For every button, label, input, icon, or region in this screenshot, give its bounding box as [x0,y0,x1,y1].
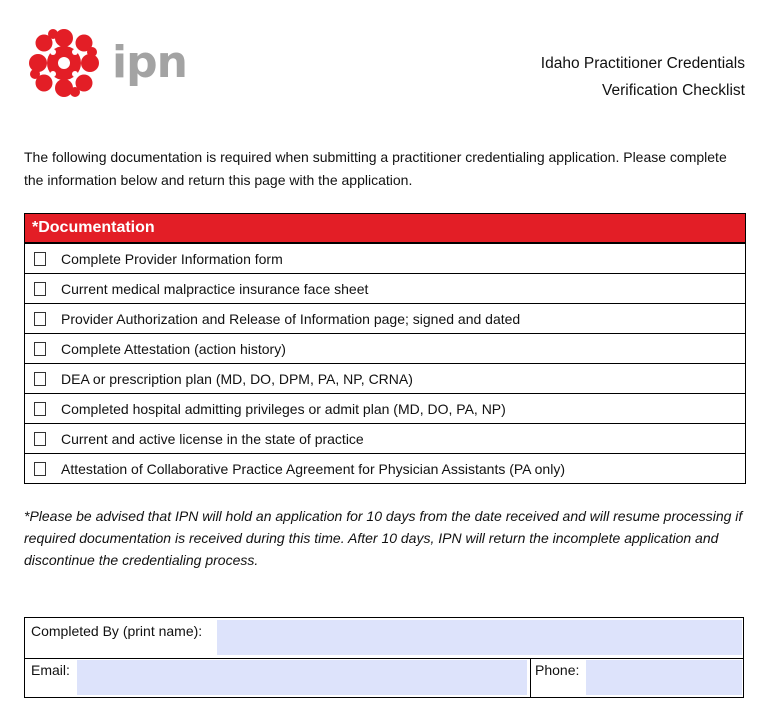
checklist-item-label: DEA or prescription plan (MD, DO, DPM, PA, NP, CRNA) [61,370,413,387]
completed-by-label: Completed By (print name): [31,623,203,639]
ipn-logo-mark-icon [26,28,102,98]
ipn-logo [26,28,187,98]
checkbox[interactable] [34,432,46,446]
checklist-item [25,333,745,363]
document-title-line2: Verification Checklist [601,82,745,99]
checklist-header: *Documentation [25,214,745,243]
checklist-item [25,363,745,393]
checkbox[interactable] [34,282,46,296]
checklist-item-label: Provider Authorization and Release of Information page; signed and dated [61,310,521,327]
form-divider [530,658,531,697]
intro-text: The following documentation is required when submitting a practitioner credentialing application. Please complete the information below and return this page with the application. [24,149,727,188]
email-field[interactable] [77,660,527,695]
email-label: Email: [31,662,70,678]
document-title-line1: Idaho Practitioner Credentials [540,55,745,72]
checklist-item-label: Complete Provider Information form [61,250,283,267]
checkbox[interactable] [34,252,46,266]
checklist-item [25,273,745,303]
checklist-item-label: Completed hospital admitting privileges or admit plan (MD, DO, PA, NP) [61,400,506,417]
phone-label: Phone: [535,662,580,678]
checklist-item-label: Current medical malpractice insurance face sheet [61,280,369,297]
checklist-item-label: Current and active license in the state of practice [61,430,364,447]
checklist-item [25,303,745,333]
ipn-logo-text: ipn [112,37,187,88]
documentation-checklist [24,213,746,484]
checklist-item-label: Complete Attestation (action history) [61,340,286,357]
completion-form [24,617,744,698]
checklist-item [25,423,745,453]
checkbox[interactable] [34,312,46,326]
checkbox[interactable] [34,342,46,356]
form-row-contact [25,658,743,697]
processing-notice: *Please be advised that IPN will hold an application for 10 days from the date received and will resume processing if required documentation is received during this time. After 10 days, IPN will return the incomplete application and discontinue the credentialing process. [24,508,743,568]
checkbox[interactable] [34,372,46,386]
form-row-completed-by [25,618,743,659]
completed-by-field[interactable] [217,620,742,655]
phone-field[interactable] [586,660,742,695]
document-title [541,50,745,104]
checklist-item [25,453,745,483]
checkbox[interactable] [34,402,46,416]
checklist-item-label: Attestation of Collaborative Practice Agreement for Physician Assistants (PA only) [61,460,565,477]
checkbox[interactable] [34,462,46,476]
checklist-item [25,243,745,273]
checklist-item [25,393,745,423]
